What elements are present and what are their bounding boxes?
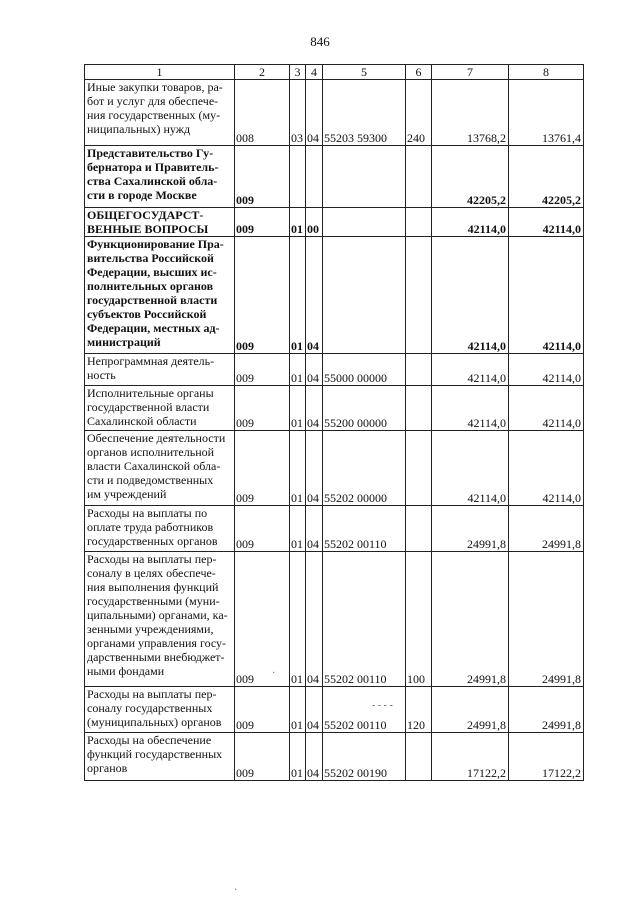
row-c4-cell: [306, 146, 323, 208]
row-c5-cell: 55202 00110: [323, 506, 406, 552]
row-c5-cell: 55202 00000: [323, 431, 406, 506]
row-c5-cell: 55203 59300: [323, 80, 406, 146]
row-c6-cell: [406, 208, 432, 237]
row-c2-cell: 009: [235, 354, 290, 386]
row-c7-cell: 42114,0: [432, 208, 509, 237]
row-c2-cell: 009: [235, 237, 290, 354]
budget-table: [84, 64, 584, 781]
row-c2-cell: 009: [235, 208, 290, 237]
row-c6-cell: [406, 431, 432, 506]
row-c3-cell: 01: [290, 208, 306, 237]
row-c2-cell: 009: [235, 431, 290, 506]
row-c7-cell: 42114,0: [432, 237, 509, 354]
table-row: [85, 687, 584, 733]
table-row: [85, 506, 584, 552]
row-c3-cell: 01: [290, 237, 306, 354]
row-c6-cell: [406, 237, 432, 354]
row-c3-cell: 03: [290, 80, 306, 146]
row-c8-cell: 42114,0: [509, 354, 584, 386]
header-row: [85, 65, 584, 80]
row-name-cell: Иные закупки товаров, ра- бот и услуг для обеспече- ния государственных (му- ниципальных) нужд: [85, 80, 235, 146]
row-c2-cell: 009: [235, 733, 290, 781]
col-header-4: 4: [306, 65, 323, 80]
row-name-cell: Исполнительные органы государственной власти Сахалинской области: [85, 386, 235, 431]
table-row: [85, 146, 584, 208]
row-name-cell: Непрограммная деятель- ность: [85, 354, 235, 386]
row-c3-cell: 01: [290, 552, 306, 687]
row-c2-cell: 009: [235, 552, 290, 687]
row-c5-cell: 55202 00110: [323, 687, 406, 733]
row-c5-cell: 55000 00000: [323, 354, 406, 386]
row-c6-cell: [406, 506, 432, 552]
col-header-8: 8: [509, 65, 584, 80]
row-c2-cell: 009: [235, 687, 290, 733]
row-c3-cell: 01: [290, 506, 306, 552]
row-c3-cell: 01: [290, 354, 306, 386]
row-c8-cell: 13761,4: [509, 80, 584, 146]
row-c2-cell: 008: [235, 80, 290, 146]
row-c3-cell: 01: [290, 431, 306, 506]
table-row: [85, 733, 584, 781]
row-name-cell: ОБЩЕГОСУДАРСТ- ВЕННЫЕ ВОПРОСЫ: [85, 208, 235, 237]
col-header-6: 6: [406, 65, 432, 80]
row-c6-cell: 100: [406, 552, 432, 687]
row-c7-cell: 42205,2: [432, 146, 509, 208]
row-c5-cell: 55202 00190: [323, 733, 406, 781]
row-c6-cell: 120: [406, 687, 432, 733]
row-name-cell: Представительство Гу- бернатора и Правитель- ства Сахалинской обла- сти в городе Москве: [85, 146, 235, 208]
col-header-5: 5: [323, 65, 406, 80]
table-row: [85, 354, 584, 386]
page-number: 846: [310, 34, 330, 49]
row-c4-cell: 04: [306, 431, 323, 506]
row-c4-cell: 04: [306, 733, 323, 781]
row-name-cell: Расходы на обеспечение функций государственных органов: [85, 733, 235, 781]
row-c2-cell: 009: [235, 506, 290, 552]
row-c3-cell: 01: [290, 687, 306, 733]
table-row: [85, 386, 584, 431]
table-row: [85, 552, 584, 687]
row-c6-cell: 240: [406, 80, 432, 146]
row-c8-cell: 42205,2: [509, 146, 584, 208]
row-c8-cell: 42114,0: [509, 386, 584, 431]
row-c8-cell: 17122,2: [509, 733, 584, 781]
col-header-3: 3: [290, 65, 306, 80]
row-c5-cell: [323, 146, 406, 208]
row-c4-cell: 04: [306, 237, 323, 354]
row-name-cell: Обеспечение деятельности органов исполнительной власти Сахалинской обла- сти и подведомственных им учреждений: [85, 431, 235, 506]
row-c7-cell: 13768,2: [432, 80, 509, 146]
row-c5-cell: 55202 00110: [323, 552, 406, 687]
row-c6-cell: [406, 733, 432, 781]
row-name-cell: Функционирование Пра- вительства Российской Федерации, высших ис- полнительных органов государственной власти субъектов Российской Федерации, местных ад- министраций: [85, 237, 235, 354]
row-c5-cell: 55200 00000: [323, 386, 406, 431]
col-header-7: 7: [432, 65, 509, 80]
row-c3-cell: 01: [290, 733, 306, 781]
row-c7-cell: 42114,0: [432, 386, 509, 431]
row-c8-cell: 24991,8: [509, 687, 584, 733]
row-c4-cell: 04: [306, 386, 323, 431]
row-name-cell: Расходы на выплаты пер- соналу государственных (муниципальных) органов: [85, 687, 235, 733]
row-c3-cell: [290, 146, 306, 208]
row-c2-cell: 009: [235, 146, 290, 208]
row-c6-cell: [406, 354, 432, 386]
row-c5-cell: [323, 237, 406, 354]
row-c2-cell: 009: [235, 386, 290, 431]
col-header-1: 1: [85, 65, 235, 80]
row-c7-cell: 42114,0: [432, 431, 509, 506]
row-c8-cell: 24991,8: [509, 552, 584, 687]
row-c4-cell: 04: [306, 687, 323, 733]
row-c7-cell: 24991,8: [432, 552, 509, 687]
row-c4-cell: 04: [306, 552, 323, 687]
table-row: [85, 431, 584, 506]
row-c7-cell: 24991,8: [432, 506, 509, 552]
row-c5-cell: [323, 208, 406, 237]
table-row: [85, 208, 584, 237]
row-c8-cell: 42114,0: [509, 208, 584, 237]
table-row: [85, 80, 584, 146]
row-c6-cell: [406, 146, 432, 208]
row-c7-cell: 24991,8: [432, 687, 509, 733]
row-c6-cell: [406, 386, 432, 431]
row-c4-cell: 00: [306, 208, 323, 237]
row-name-cell: Расходы на выплаты по оплате труда работников государственных органов: [85, 506, 235, 552]
row-c3-cell: 01: [290, 386, 306, 431]
table-row: [85, 237, 584, 354]
row-c8-cell: 42114,0: [509, 431, 584, 506]
row-name-cell: Расходы на выплаты пер- соналу в целях обеспече- ния выполнения функций государственными (муни- ципальными) органами, ка- зенными учреждениями, органами управления госу- дарственными внебюджет- ными фондами: [85, 552, 235, 687]
row-c8-cell: 42114,0: [509, 237, 584, 354]
row-c4-cell: 04: [306, 354, 323, 386]
row-c7-cell: 42114,0: [432, 354, 509, 386]
col-header-2: 2: [235, 65, 290, 80]
row-c7-cell: 17122,2: [432, 733, 509, 781]
row-c4-cell: 04: [306, 506, 323, 552]
row-c8-cell: 24991,8: [509, 506, 584, 552]
row-c4-cell: 04: [306, 80, 323, 146]
